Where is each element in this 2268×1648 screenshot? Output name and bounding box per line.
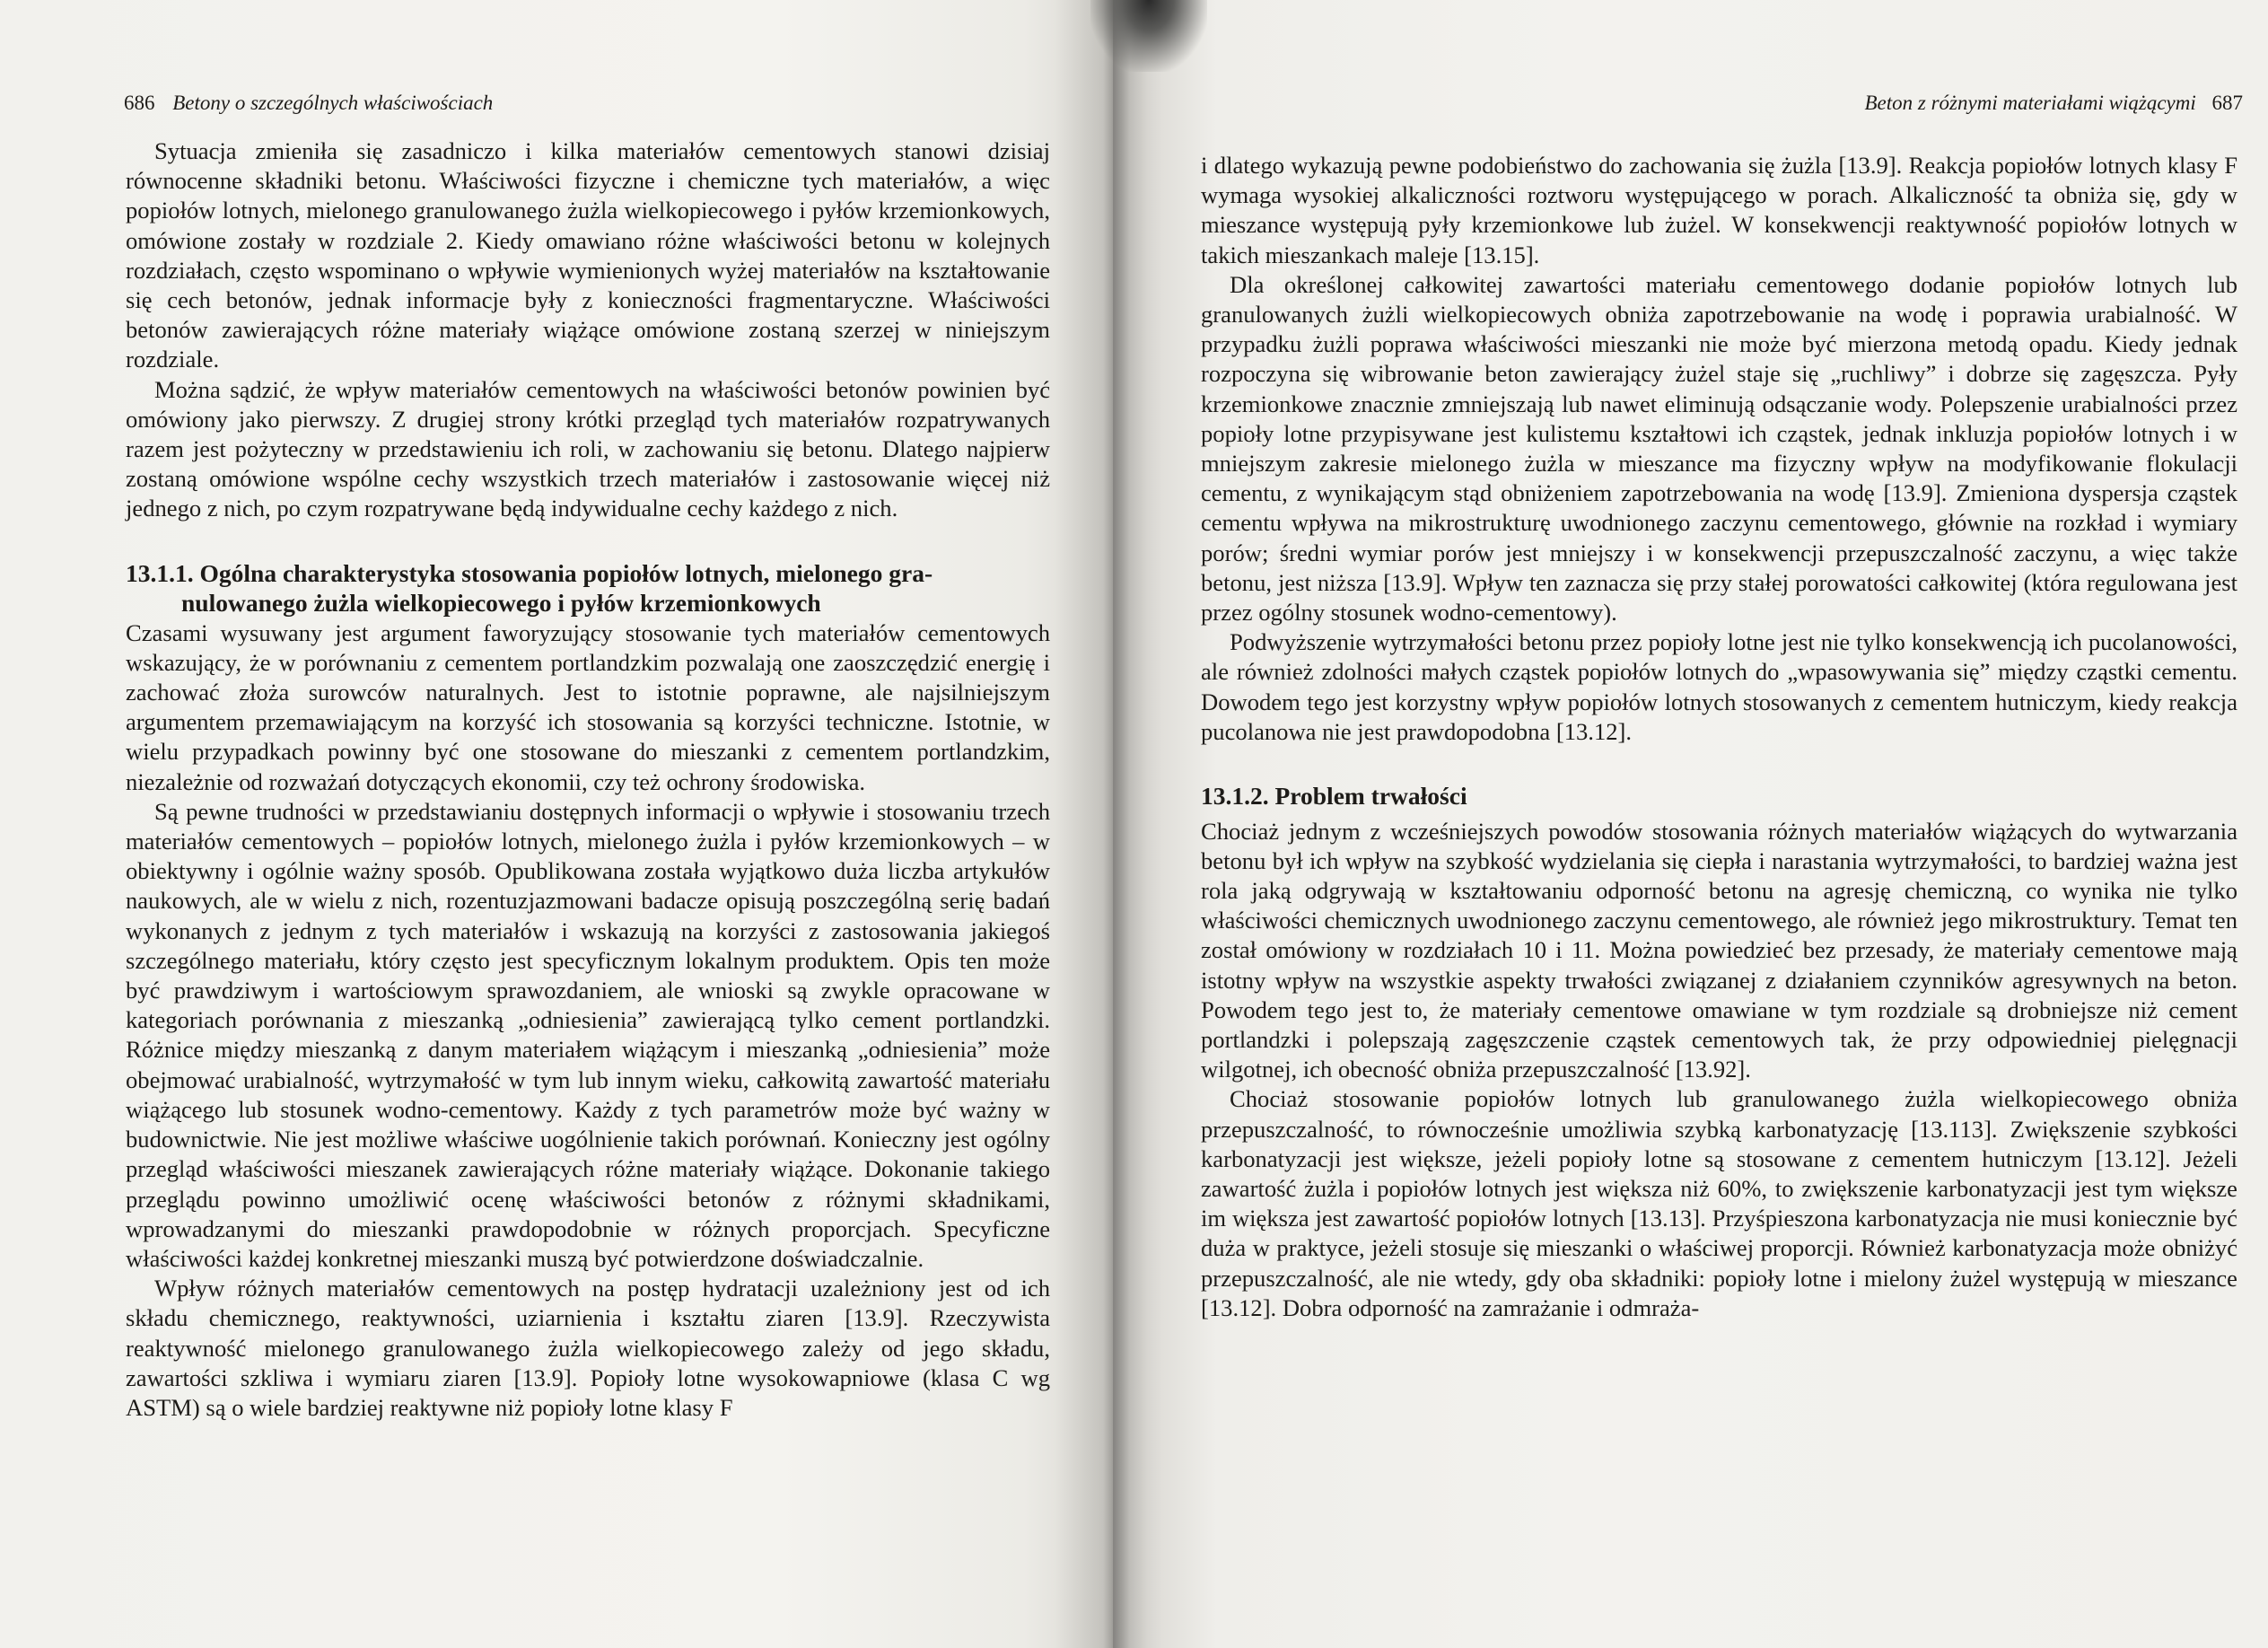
section-heading-13-1-1 bbox=[126, 558, 1050, 618]
paragraph: Można sądzić, że wpływ materiałów cementowych na właściwości betonów powinien być omówiony jako pierwszy. Z drugiej strony krótki przegląd tych materiałów rozpatrywanych razem jest pożyteczny w przedstawieniu ich roli, w zachowaniu się betonu. Dlatego najpierw zostaną omówione wspólne cechy wszystkich trzech materiałów i zastosowanie więcej niż jednego z nich, po czym rozpatrywane będą indywidualne cechy każdego z nich. bbox=[126, 375, 1050, 522]
left-page-number: 686 bbox=[124, 92, 155, 114]
section-heading-13-1-2: 13.1.2. Problem trwałości bbox=[1201, 782, 1467, 811]
paragraph: Wpływ różnych materiałów cementowych na postęp hydratacji uzależniony jest od ich składu chemicznego, reaktywności, uziarnienia i kształtu ziaren [13.9]. Rzeczywista reaktywność mielonego granulowanego żużla wielkopiecowego zależy od jego składu, zawartości szkliwa i wymiaru ziaren [13.9]. Popioły lotne wysokowapniowe (klasa C wg ASTM) są o wiele bardziej reaktywne niż popioły lotne klasy F bbox=[126, 1275, 1050, 1421]
right-running-title: Beton z różnymi materiałami wiążącymi bbox=[1864, 92, 2196, 114]
left-page bbox=[0, 0, 1113, 1648]
right-page bbox=[1113, 0, 2268, 1648]
right-running-header bbox=[1865, 92, 2244, 115]
paragraph: Czasami wysuwany jest argument faworyzujący stosowanie tych materiałów cementowych wskazujący, że w porównaniu z cementem portlandzkim pozwalają one zaoszczędzić energię i zachować złoża surowców naturalnych. Jest to istotnie poprawne, ale najsilniejszym argumentem przemawiającym na korzyść ich stosowania są korzyści techniczne. Istotnie, w wielu przypadkach powinny być one stosowane do mieszanki z cementem portlandzkim, niezależnie od rozważań dotyczących ekonomii, czy też ochrony środowiska. bbox=[126, 618, 1050, 795]
left-running-title: Betony o szczególnych właściwościach bbox=[172, 92, 494, 114]
section-heading-line: nulowanego żużla wielkopiecowego i pyłów krzemionkowych bbox=[181, 589, 821, 618]
paragraph: i dlatego wykazują pewne podobieństwo do zachowania się żużla [13.9]. Reakcja popiołów lotnych klasy F wymaga wysokiej alkaliczności roztworu występującego w porach. Alkaliczność ta obniża się, gdy w mieszance występują pyły krzemionkowe lub żużel. W konsekwencji reaktywność popiołów lotnych w takich mieszankach maleje [13.15]. bbox=[1201, 152, 2237, 268]
left-running-header bbox=[124, 92, 493, 115]
right-page-number: 687 bbox=[2211, 92, 2243, 114]
paragraph: Chociaż jednym z wcześniejszych powodów stosowania różnych materiałów wiążących do wytwarzania betonu był ich wpływ na szybkość wydzielania się ciepła i narastania wytrzymałości, to bardziej ważna jest rola jaką odgrywają w kształtowaniu odporność betonu na agresję chemiczną, co wynika nie tylko właściwości chemicznych uwodnionego zaczynu cementowego, ale również jego mikrostruktury. Temat ten został omówiony w rozdziałach 10 i 11. Można powiedzieć bez przesady, że materiały cementowe mają istotny wpływ na wszystkie aspekty trwałości związanej z działaniem czynników agresywnych na beton. Powodem tego jest to, że materiały cementowe omawiane w tym rozdziale są drobniejsze niż cement portlandzki i polepszają zagęszczenie cząstek cementowych tak, że przy odpowiedniej pielęgnacji wilgotnej, ich obecność obniża przepuszczalność [13.92]. bbox=[1201, 817, 2237, 1083]
paragraph: Sytuacja zmieniła się zasadniczo i kilka materiałów cementowych stanowi dzisiaj równocenne składniki betonu. Właściwości fizyczne i chemiczne tych materiałów, a więc popiołów lotnych, mielonego granulowanego żużla wielkopiecowego i pyłów krzemionkowych, omówione zostały w rozdziale 2. Kiedy omawiano różne właściwości betonu w kolejnych rozdziałach, często wspominano o wpływie wymienionych wyżej materiałów na kształtowanie się cech betonów, jednak informacje były z konieczności fragmentaryczne. Właściwości betonów zawierających różne materiały wiążące omówione zostaną szerzej w niniejszym rozdziale. bbox=[126, 137, 1050, 373]
left-text-column bbox=[126, 136, 1050, 1423]
paragraph: Chociaż stosowanie popiołów lotnych lub granulowanego żużla wielkopiecowego obniża przepuszczalność, to równocześnie umożliwia szybką karbonatyzację [13.113]. Zwiększenie szybkości karbonatyzacji jest większe, jeżeli popioły lotne są stosowane z cementem hutniczym [13.12]. Jeżeli zawartość żużla i popiołów lotnych jest większa niż 60%, to zwiększenie karbonatyzacji jest tym większe im większa jest zawartość popiołów lotnych [13.13]. Przyśpieszona karbonatyzacja nie musi koniecznie być duża w praktyce, jeżeli stosuje się mieszanki o właściwej proporcji. Również karbonatyzacja może obniżyć przepuszczalność, ale nie wtedy, gdy oba składniki: popioły lotne i mielony żużel występują w mieszance [13.12]. Dobra odporność na zamrażanie i odmraża- bbox=[1201, 1085, 2237, 1321]
right-text-column bbox=[1201, 151, 2237, 1323]
paragraph: Dla określonej całkowitej zawartości materiału cementowego dodanie popiołów lotnych lub granulowanych żużli wielkopiecowych obniża zapotrzebowanie na wodę i poprawia urabialność. W przypadku żużli poprawa właściwości mieszanki nie może być mierzona metodą opadu. Kiedy jednak rozpoczyna się wibrowanie beton zawierający żużel staje się „ruchliwy” i dobrze się zagęszcza. Pyły krzemionkowe znacznie zmniejszają lub nawet eliminują odsączanie wody. Polepszenie urabialności przez popioły lotne przypisywane jest kulistemu kształtowi ich cząstek, jednak inkluzja popiołów lotnych i w mniejszym zakresie mielonego żużla w mieszance ma fizyczny wpływ na modyfikowanie flokulacji cementu, z wynikającym stąd obniżeniem zapotrzebowania na wodę [13.9]. Zmieniona dyspersja cząstek cementu wpływa na mikrostrukturę uwodnionego zaczynu cementowego, głównie na rozkład i wymiary porów; średni wymiar porów jest mniejszy i w konsekwencji przepuszczalność zaczynu, a więc także betonu, jest niższa [13.9]. Wpływ ten zaznacza się przy stałej porowatości całkowitej (która regulowana jest przez ogólny stosunek wodno-cementowy). bbox=[1201, 270, 2237, 627]
paragraph: Podwyższenie wytrzymałości betonu przez popioły lotne jest nie tylko konsekwencją ich pucolanowości, ale również zdolności małych cząstek popiołów lotnych do „wpasowywania się” między cząstki cementu. Dowodem tego jest korzystny wpływ popiołów lotnych stosowanych z cementem hutniczym, kiedy reakcja pucolanowa nie jest prawdopodobna [13.12]. bbox=[1201, 628, 2237, 745]
section-heading-line: 13.1.1. Ogólna charakterystyka stosowania popiołów lotnych, mielonego gra- bbox=[126, 558, 933, 587]
paragraph: Są pewne trudności w przedstawianiu dostępnych informacji o wpływie i stosowaniu trzech materiałów cementowych – popiołów lotnych, mielonego żużla i pyłów krzemionkowych – w obiektywny i ogólnie ważny sposób. Opublikowana została wyjątkowo duża liczba artykułów naukowych, ale w wielu z nich, rozentuzjazmowani badacze opisują poszczególną serię badań wykonanych z jednym z tych materiałów i wskazują na korzyści z zastosowania jakiegoś szczególnego materiału, który często jest specyficznym lokalnym produktem. Opis ten może być prawdziwym i wartościowym sprawozdaniem, ale wnioski są zwykle opracowane w kategoriach porównania z mieszanką „odniesienia” zawierającą tylko cement portlandzki. Różnice między mieszanką z danym materiałem wiążącym i mieszanką „odniesienia” może obejmować urabialność, wytrzymałość w tym lub innym wieku, całkowitą zawartość materiału wiążącego lub stosunek wodno-cementowy. Każdy z tych parametrów może być ważny w budownictwie. Nie jest możliwe właściwe uogólnienie takich porównań. Konieczny jest ogólny przegląd właściwości mieszanek zawierających różne materiały wiążące. Dokonanie takiego przeglądu powinno umożliwić ocenę właściwości betonów z różnymi składnikami, wprowadzanymi do mieszanki prawdopodobnie w różnych proporcjach. Specyficzne właściwości każdej konkretnej mieszanki muszą być potwierdzone doświadczalnie. bbox=[126, 797, 1050, 1272]
